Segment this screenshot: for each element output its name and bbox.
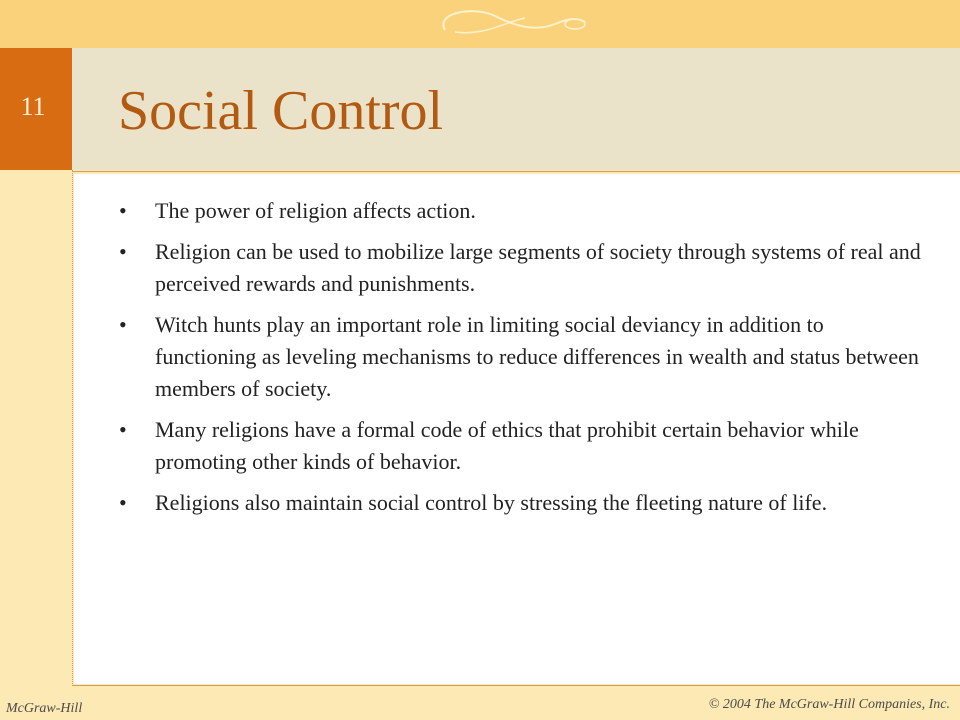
- bullet-text: Many religions have a formal code of ethics that prohibit certain behavior while promoting other kinds of behavior.: [155, 417, 859, 474]
- left-divider: [72, 170, 73, 686]
- slide-title: Social Control: [118, 80, 444, 142]
- top-divider: [72, 171, 960, 172]
- bottom-divider: [72, 685, 960, 686]
- left-margin-strip: [0, 170, 72, 685]
- bullet-icon: •: [119, 417, 127, 442]
- flourish-ornament: [425, 2, 605, 44]
- list-item: [119, 487, 929, 519]
- bullet-icon: •: [119, 490, 127, 515]
- list-item: [119, 195, 929, 227]
- bullet-text: Religion can be used to mobilize large segments of society through systems of real and perceived rewards and punishments.: [155, 239, 921, 296]
- slide-number: 11: [20, 92, 46, 121]
- footer-copyright: © 2004 The McGraw-Hill Companies, Inc.: [708, 697, 950, 712]
- list-item: [119, 309, 929, 405]
- bullet-text: Religions also maintain social control by stressing the fleeting nature of life.: [155, 490, 828, 515]
- bullet-text: Witch hunts play an important role in limiting social deviancy in addition to functioning as leveling mechanisms to reduce differences in wealth and status between members of society.: [155, 312, 919, 401]
- bullet-icon: •: [119, 312, 127, 337]
- footer-publisher: McGraw-Hill: [6, 701, 83, 716]
- list-item: [119, 414, 929, 478]
- list-item: [119, 236, 929, 300]
- top-band: [0, 0, 960, 48]
- bullet-icon: •: [119, 239, 127, 264]
- bullet-icon: •: [119, 198, 127, 223]
- bullet-text: The power of religion affects action.: [155, 198, 476, 223]
- bullet-list: [119, 195, 929, 528]
